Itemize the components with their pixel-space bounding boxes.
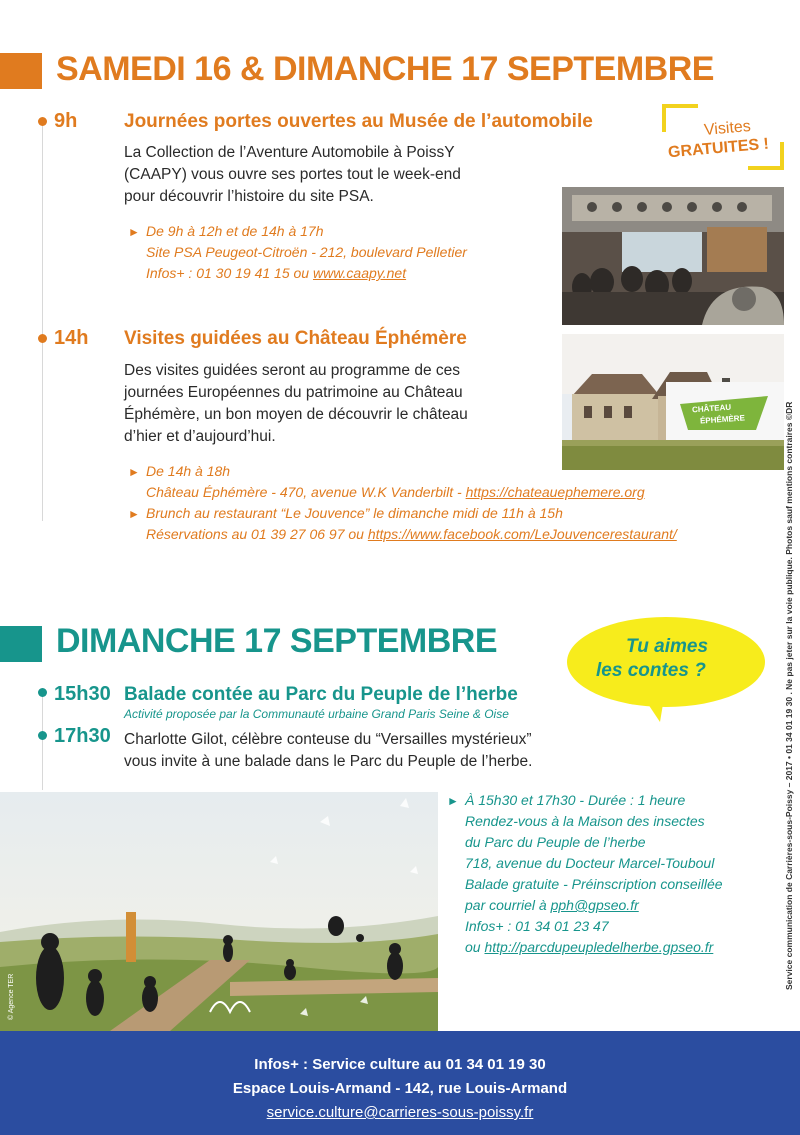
section2-bar (0, 626, 42, 662)
body-line: Des visites guidées seront au programme de ces (124, 362, 460, 379)
footer-line2: Espace Louis-Armand - 142, rue Louis-Armand (232, 1080, 568, 1097)
speech-bubble (564, 614, 768, 724)
info-line (146, 524, 677, 545)
museum-photo (562, 187, 784, 325)
section1-bar (0, 53, 42, 89)
event-body (124, 729, 564, 773)
body-line: Éphémère, un bon moyen de découvrir le château (124, 406, 468, 423)
info-line (465, 937, 723, 958)
section1-title: SAMEDI 16 & DIMANCHE 17 SEPTEMBRE (56, 50, 714, 88)
event-time-2: 17h30 (54, 725, 111, 747)
timeline-dot (38, 334, 47, 343)
event-subtitle: Activité proposée par la Communauté urbaine Grand Paris Seine & Oise (124, 707, 509, 721)
park-link[interactable]: http://parcdupeupledelherbe.gpseo.fr (484, 939, 714, 955)
info-text: ou (465, 939, 485, 955)
info-line: Site PSA Peugeot-Citroën - 212, boulevard Pelletier (146, 244, 467, 260)
arrow-icon: ► (128, 225, 140, 239)
event-time-1: 15h30 (54, 683, 111, 705)
chateau-sign-line2: ÉPHÉMÈRE (699, 413, 746, 426)
body-line: (CAAPY) vous ouvre ses portes tout le week-end (124, 166, 461, 183)
info-line (146, 263, 467, 284)
body-line: d’hier et d’aujourd’hui. (124, 428, 276, 445)
info-text: par courriel à (465, 897, 551, 913)
email-link[interactable]: pph@gpseo.fr (550, 897, 639, 913)
side-credit: Service communication de Carrières-sous-Poissy – 2017 • 01 34 01 19 30 . Ne pas jeter sur la voie publique. Photos sauf mentions contraires ©DR (784, 401, 794, 990)
body-line: Charlotte Gilot, célèbre conteuse du “Versailles mystérieux” (124, 731, 532, 748)
info-text: Château Éphémère - 470, avenue W.K Vanderbilt - (146, 484, 466, 500)
bubble-line1: Tu aimes (626, 636, 709, 657)
event-info (447, 790, 723, 958)
timeline-dot (38, 688, 47, 697)
facebook-link[interactable]: https://www.facebook.com/LeJouvencerestaurant/ (367, 526, 677, 542)
body-line: vous invite à une balade dans le Parc du Peuple de l’herbe. (124, 753, 533, 770)
timeline-line (42, 690, 43, 790)
event-time: 9h (54, 110, 78, 132)
photo-credit: © Agence TER (8, 973, 15, 1020)
museum-photo-graphic (562, 187, 784, 325)
arrow-icon: ► (447, 794, 459, 808)
footer-email-link[interactable]: service.culture@carrieres-sous-poissy.fr (266, 1104, 534, 1121)
info-line: De 9h à 12h et de 14h à 17h (146, 223, 324, 239)
event-info (128, 461, 677, 545)
info-text: Réservations au 01 39 27 06 97 ou (146, 526, 368, 542)
chateau-photo-graphic (562, 334, 784, 470)
footer-line1: Infos+ : Service culture au 01 34 01 19 30 (254, 1056, 546, 1073)
timeline-dot (38, 117, 47, 126)
chateau-sign-line1: CHÂTEAU (691, 402, 732, 415)
event-body (124, 360, 508, 448)
info-line: Brunch au restaurant “Le Jouvence” le dimanche midi de 11h à 15h (146, 505, 563, 521)
info-line: du Parc du Peuple de l’herbe (465, 834, 646, 850)
timeline-dot (38, 731, 47, 740)
arrow-icon: ► (128, 465, 140, 479)
free-visits-badge (660, 102, 786, 172)
info-line: De 14h à 18h (146, 463, 231, 479)
footer (0, 1031, 800, 1135)
event-info (128, 221, 467, 284)
timeline-line (42, 121, 43, 521)
body-line: La Collection de l’Aventure Automobile à PoissY (124, 144, 455, 161)
badge-line1: Visites (703, 117, 752, 140)
body-line: pour découvrir l’histoire du site PSA. (124, 188, 374, 205)
info-line: À 15h30 et 17h30 - Durée : 1 heure (465, 792, 686, 808)
info-line (465, 895, 723, 916)
event-body (124, 142, 510, 208)
body-line: journées Européennes du patrimoine au Château (124, 384, 463, 401)
event-title: Balade contée au Parc du Peuple de l’herbe (124, 684, 518, 705)
info-text: Infos+ : 01 30 19 41 15 ou (146, 265, 313, 281)
arrow-icon: ► (128, 507, 140, 521)
badge-line2: GRATUITES ! (667, 135, 770, 162)
info-line: Rendez-vous à la Maison des insectes (465, 813, 705, 829)
park-illustration-graphic (0, 792, 438, 1031)
park-illustration (0, 792, 438, 1031)
caapy-link[interactable]: www.caapy.net (312, 265, 407, 281)
info-line: Balade gratuite - Préinscription conseillée (465, 876, 723, 892)
bubble-line2: les contes ? (596, 660, 706, 681)
info-line (146, 482, 677, 503)
event-title: Visites guidées au Château Éphémère (124, 328, 467, 349)
chateau-link[interactable]: https://chateauephemere.org (465, 484, 645, 500)
chateau-photo (562, 334, 784, 470)
info-line: Infos+ : 01 34 01 23 47 (465, 918, 609, 934)
event-title: Journées portes ouvertes au Musée de l’automobile (124, 111, 593, 132)
event-time: 14h (54, 327, 89, 349)
info-line: 718, avenue du Docteur Marcel-Touboul (465, 855, 715, 871)
section2-title: DIMANCHE 17 SEPTEMBRE (56, 622, 498, 660)
